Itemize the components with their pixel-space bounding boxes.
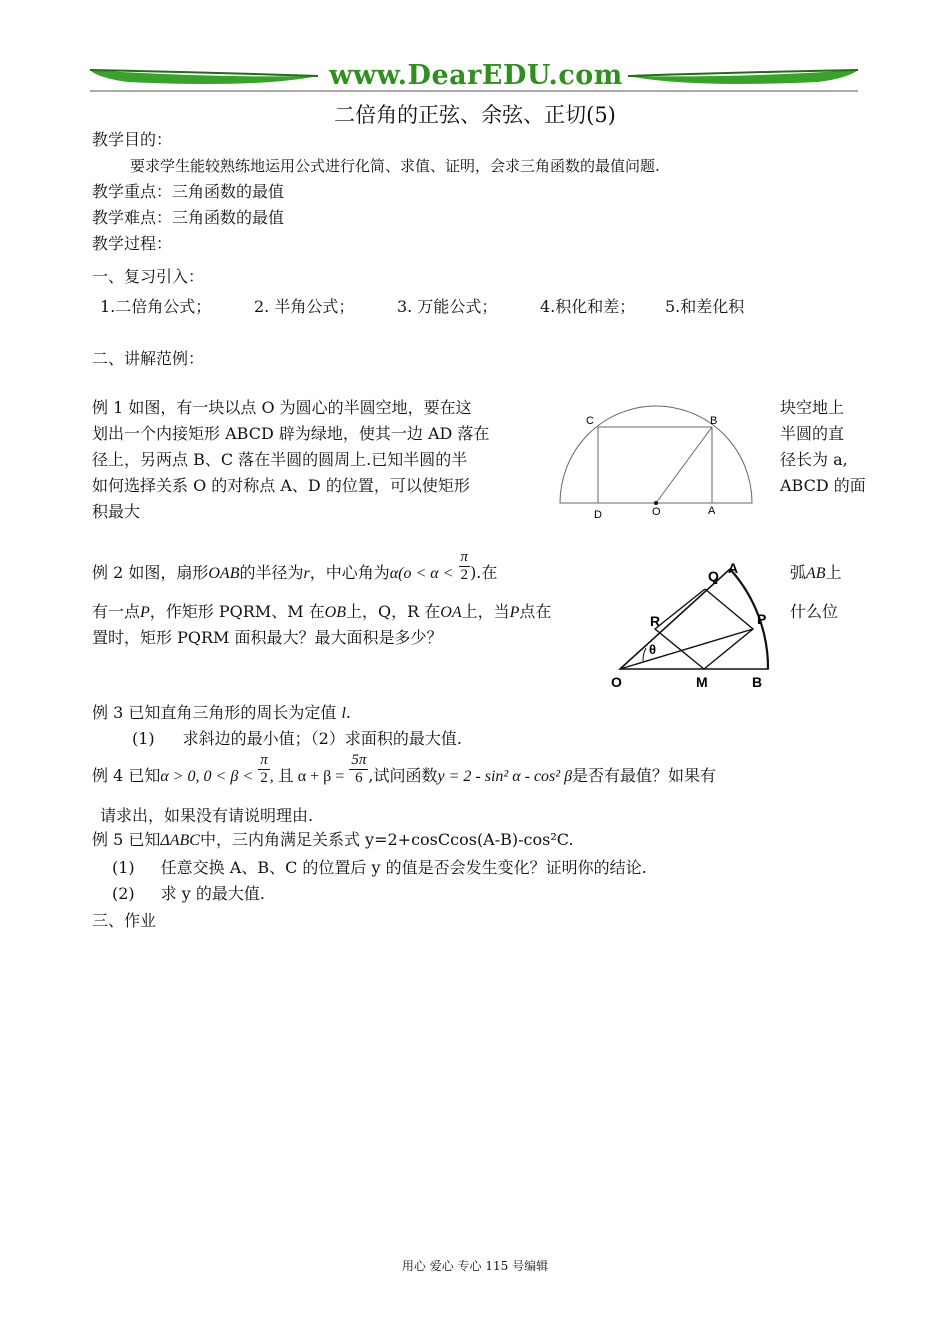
review-item: 5.和差化积 — [665, 297, 745, 316]
example1-line: 如何选择关系 O 的对称点 A、D 的位置，可以使矩形 — [92, 476, 470, 495]
example1-right-line: 块空地上 — [780, 398, 845, 417]
label-r: R — [650, 613, 661, 629]
label-m: M — [696, 674, 708, 690]
example2-line1: 例 2 如图，扇形OAB的半径为r，中心角为α(o < α < $\frac{\pi}{2}$ ).在 — [92, 549, 498, 583]
semicircle-rectangle-figure — [552, 402, 762, 520]
label-d: D — [594, 509, 602, 520]
page-title: 二倍角的正弦、余弦、正切(5) — [334, 103, 616, 127]
label-c: C — [586, 415, 594, 427]
header-banner — [88, 58, 860, 98]
label-b: B — [710, 415, 718, 427]
label-q: Q — [708, 568, 719, 584]
review-item: 2. 半角公式； — [254, 297, 355, 316]
site-logo: www.DearEDU.com — [329, 60, 623, 91]
example4-line1: 例 4 已知α > 0, 0 < β < $\frac{\pi}{2}$ , 且 α + β = $\frac{5\pi}{6}$ ,试问函数y = 2 - sin² α - cos² β是否有最值？如果有 — [92, 752, 717, 786]
label-p: P — [757, 611, 767, 627]
objectives-text: 要求学生能较熟练地运用公式进行化简、求值、证明，会求三角函数的最值问题. — [130, 157, 660, 175]
example1-right-line: 半圆的直 — [780, 424, 845, 443]
review-item: 1.二倍角公式； — [100, 297, 212, 316]
example2-line3: 置时，矩形 PQRM 面积最大？最大面积是多少？ — [92, 628, 443, 647]
example3-item: (1) 求斜边的最小值；（2）求面积的最大值. — [132, 729, 462, 748]
difficulty: 教学难点：三角函数的最值 — [92, 208, 285, 227]
section1-heading: 一、复习引入： — [92, 267, 205, 286]
example2-right2: 什么位 — [790, 602, 839, 621]
example5-item2: (2) 求 y 的最大值. — [112, 884, 265, 903]
example5-line1: 例 5 已知ΔABC中，三内角满足关系式 y=2+cosCcos(A-B)-cos²C. — [92, 830, 574, 849]
label-theta: θ — [649, 642, 657, 657]
example4-line2: 请求出，如果没有请说明理由. — [100, 806, 314, 825]
example1-line: 径上，另两点 B、C 落在半圆的圆周上.已知半圆的半 — [92, 450, 468, 469]
example2-right1: 弧AB上 — [790, 563, 842, 582]
example1-right-line: 径长为 a, — [780, 450, 848, 469]
section2-heading: 二、讲解范例： — [92, 349, 205, 368]
page-footer: 用心 爱心 专心 115 号编辑 — [401, 1259, 549, 1273]
example1-line: 例 1 如图，有一块以点 O 为圆心的半圆空地，要在这 — [92, 398, 472, 417]
example1-line: 划出一个内接矩形 ABCD 辟为绿地，使其一边 AD 落在 — [92, 424, 490, 443]
label-o: O — [611, 674, 622, 690]
example1-right-line: ABCD 的面 — [780, 476, 866, 495]
review-item: 3. 万能公式； — [397, 297, 498, 316]
label-a: A — [728, 560, 739, 576]
label-b: B — [752, 674, 763, 690]
sector-rectangle-figure — [608, 556, 778, 692]
process-heading: 教学过程： — [92, 234, 173, 253]
example5-item1: (1) 任意交换 A、B、C 的位置后 y 的值是否会发生变化？证明你的结论. — [112, 858, 647, 877]
example2-line2: 有一点P，作矩形 PQRM、M 在OB上，Q，R 在OA上，当P点在 — [92, 602, 552, 621]
example3-line1: 例 3 已知直角三角形的周长为定值 l. — [92, 703, 351, 722]
label-a: A — [708, 505, 716, 517]
label-o: O — [652, 506, 661, 518]
objectives-heading: 教学目的： — [92, 130, 173, 149]
example1-line: 积最大 — [92, 502, 141, 521]
section3-heading: 三、作业 — [92, 911, 157, 930]
key-point: 教学重点：三角函数的最值 — [92, 182, 285, 201]
review-item: 4.积化和差； — [540, 297, 636, 316]
